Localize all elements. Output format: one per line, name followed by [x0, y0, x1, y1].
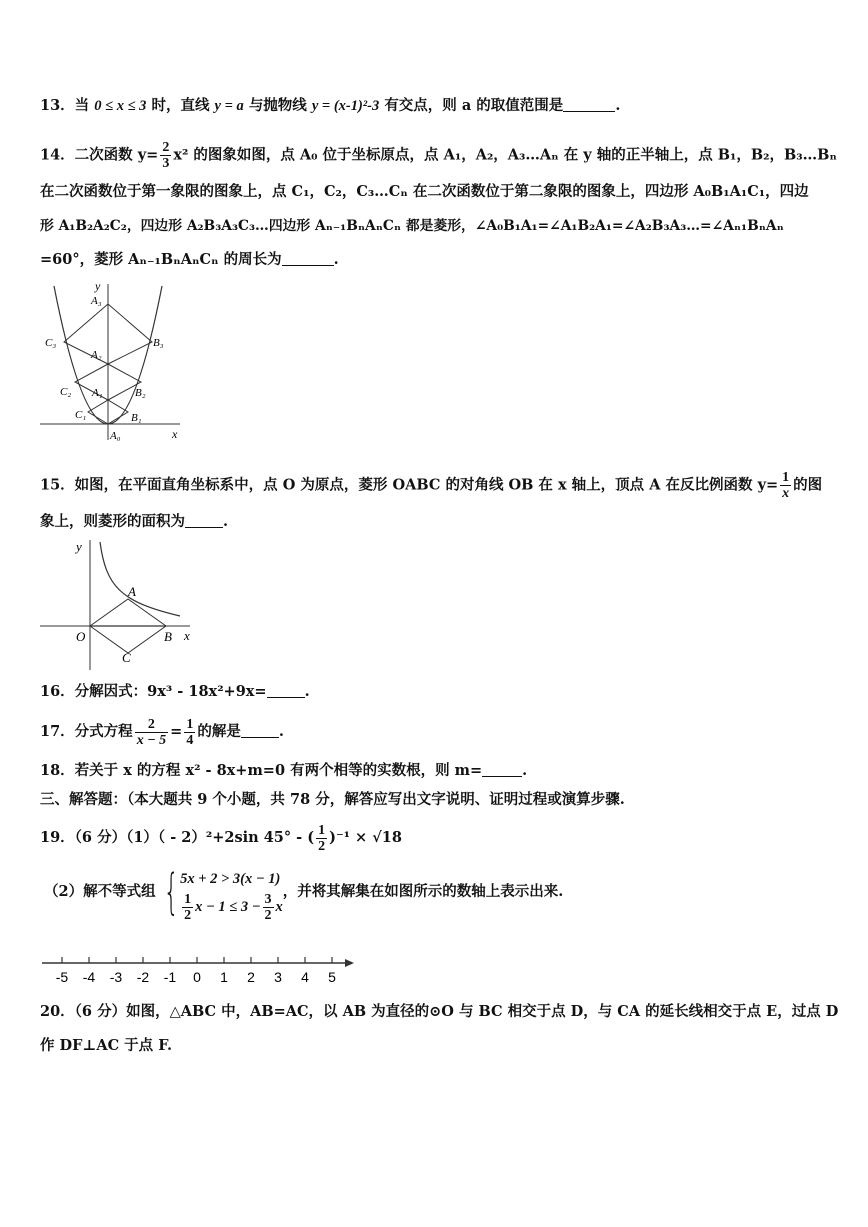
question-17: 17．分式方程 $\frac{2}{x - 5}$ = $\frac{1}{4}$ 的解是 . — [40, 716, 284, 748]
fig-label-c3: C₃ — [45, 337, 57, 349]
fig-label-b: B — [164, 629, 172, 644]
inequality-1: 5x + 2 > 3(x − 1) — [180, 871, 281, 887]
fig-label-c1: C₁ — [75, 409, 87, 421]
fig-label-c: C — [122, 650, 131, 665]
fig-label-b2: B₂ — [135, 387, 146, 399]
system-brace: { — [163, 864, 179, 920]
fig-label-a1: A₁ — [92, 387, 103, 399]
fig-label-a2: A₂ — [91, 349, 102, 361]
fig-label-c2: C₂ — [60, 386, 72, 398]
question-19-part-1: 19．（6 分）（1）（ - 2）²+2sin 45° - ( $\frac{1}{2}$ )⁻¹ × √18 — [40, 822, 402, 854]
fig-label-b3: B₃ — [153, 337, 164, 349]
question-15-line-2: 象上，则菱形的面积为 . — [40, 513, 229, 530]
question-20-line-2: 作 DF⊥AC 于点 F. — [40, 1037, 173, 1054]
answer-blank — [241, 723, 279, 738]
q13-condition: 0 ≤ x ≤ 3 — [94, 98, 147, 114]
number-line-ticks — [56, 957, 336, 985]
answer-blank — [282, 251, 334, 266]
tick-label: -5 — [55, 969, 69, 985]
question-14-line-2: 在二次函数位于第一象限的图象上，点 C₁，C₂，C₃…Cₙ 在二次函数位于第二象限的图象上，四边形 A₀B₁A₁C₁，四边 — [40, 183, 809, 200]
question-14-line-4: =60°，菱形 Aₙ₋₁BₙAₙCₙ 的周长为 . — [40, 251, 339, 268]
fraction-1-2: $\frac{1}{2}$ — [318, 822, 326, 854]
tick-label: 5 — [328, 969, 336, 985]
tick-label: -1 — [163, 969, 177, 985]
question-20-line-1: 20．（6 分）如图，△ABC 中，AB=AC，以 AB 为直径的⊙O 与 BC 相交于点 D，与 CA 的延长线相交于点 E，过点 D — [40, 1003, 839, 1020]
q14-rhombus-parabola-figure — [40, 278, 190, 448]
question-19-part-2: （2）解不等式组 { 5x + 2 > 3(x − 1) $\frac{1}{2}$ x − 1 ≤ 3 − $\frac{3}{2}$ x ，并将其解集在如图所示的数轴上表示出来. — [44, 864, 564, 923]
hyperbola-curve — [100, 542, 180, 616]
question-14-line-3: 形 A₁B₂A₂C₂，四边形 A₂B₃A₃C₃…四边形 Aₙ₋₁BₙAₙCₙ 都是菱形，∠A₀B₁A₁=∠A₁B₂A₁=∠A₂B₃A₃…=∠Aₙ₁BₙAₙ — [40, 218, 784, 234]
answer-blank — [563, 97, 615, 112]
fig-label-b1: B₁ — [131, 412, 142, 424]
fig-label-x: x — [184, 628, 190, 643]
q15-rhombus-hyperbola-figure — [40, 536, 195, 674]
answer-blank — [185, 513, 223, 528]
inequality-2: $\frac{1}{2}$ x − 1 ≤ 3 − $\frac{3}{2}$ x — [184, 892, 283, 923]
question-13: 13．当 0 ≤ x ≤ 3 时，直线 y = a 与抛物线 y = (x-1)²-3 有交点，则 a 的取值范围是 . — [40, 97, 621, 114]
fraction-1-x: $\frac{1}{x}$ — [782, 470, 790, 501]
question-16: 16．分解因式：9x³ - 18x²+9x= . — [40, 683, 310, 700]
tick-label: 3 — [274, 969, 282, 985]
fig-label-y: y — [95, 279, 101, 293]
tick-label: -3 — [109, 969, 123, 985]
answer-blank — [482, 762, 522, 777]
q13-line-eq: y = a — [214, 98, 244, 114]
fraction-2-over-x-minus-5: $\frac{2}{x - 5}$ — [136, 716, 167, 748]
fig-label-a: A — [128, 584, 136, 599]
fraction-2-3: $\frac{2}{3}$ — [162, 140, 170, 171]
fig-label-o: O — [76, 629, 86, 644]
fig-label-a3: A₃ — [91, 295, 102, 307]
tick-label: 2 — [247, 969, 255, 985]
question-18: 18．若关于 x 的方程 x² - 8x+m=0 有两个相等的实数根，则 m= . — [40, 762, 528, 779]
question-14-line-1: 14．二次函数 y= $\frac{2}{3}$ x² 的图象如图，点 A₀ 位于坐标原点，点 A₁，A₂，A₃…Aₙ 在 y 轴的正半轴上，点 B₁，B₂，B₃…Bₙ — [40, 140, 837, 171]
answer-blank — [267, 683, 305, 698]
tick-label: -4 — [82, 969, 96, 985]
number-line-arrow — [345, 959, 354, 967]
section-3-heading: 三、解答题：（本大题共 9 个小题，共 78 分，解答应写出文字说明、证明过程或演算步骤. — [40, 791, 625, 808]
number-line — [40, 955, 360, 987]
question-15-line-1: 15．如图，在平面直角坐标系中，点 O 为原点，菱形 OABC 的对角线 OB 在 x 轴上，顶点 A 在反比例函数 y= $\frac{1}{x}$ 的图 — [40, 470, 823, 501]
fig-label-y: y — [76, 539, 82, 554]
q13-parabola-eq: y = (x-1)²-3 — [311, 98, 380, 114]
tick-label: -2 — [136, 969, 150, 985]
tick-label: 1 — [220, 969, 228, 985]
fig-label-a0: A₀ — [110, 430, 121, 442]
tick-label: 4 — [301, 969, 309, 985]
fraction-1-4: $\frac{1}{4}$ — [186, 716, 194, 748]
inequality-system — [180, 866, 283, 923]
fig-label-x: x — [172, 427, 178, 441]
tick-label: 0 — [193, 969, 201, 985]
